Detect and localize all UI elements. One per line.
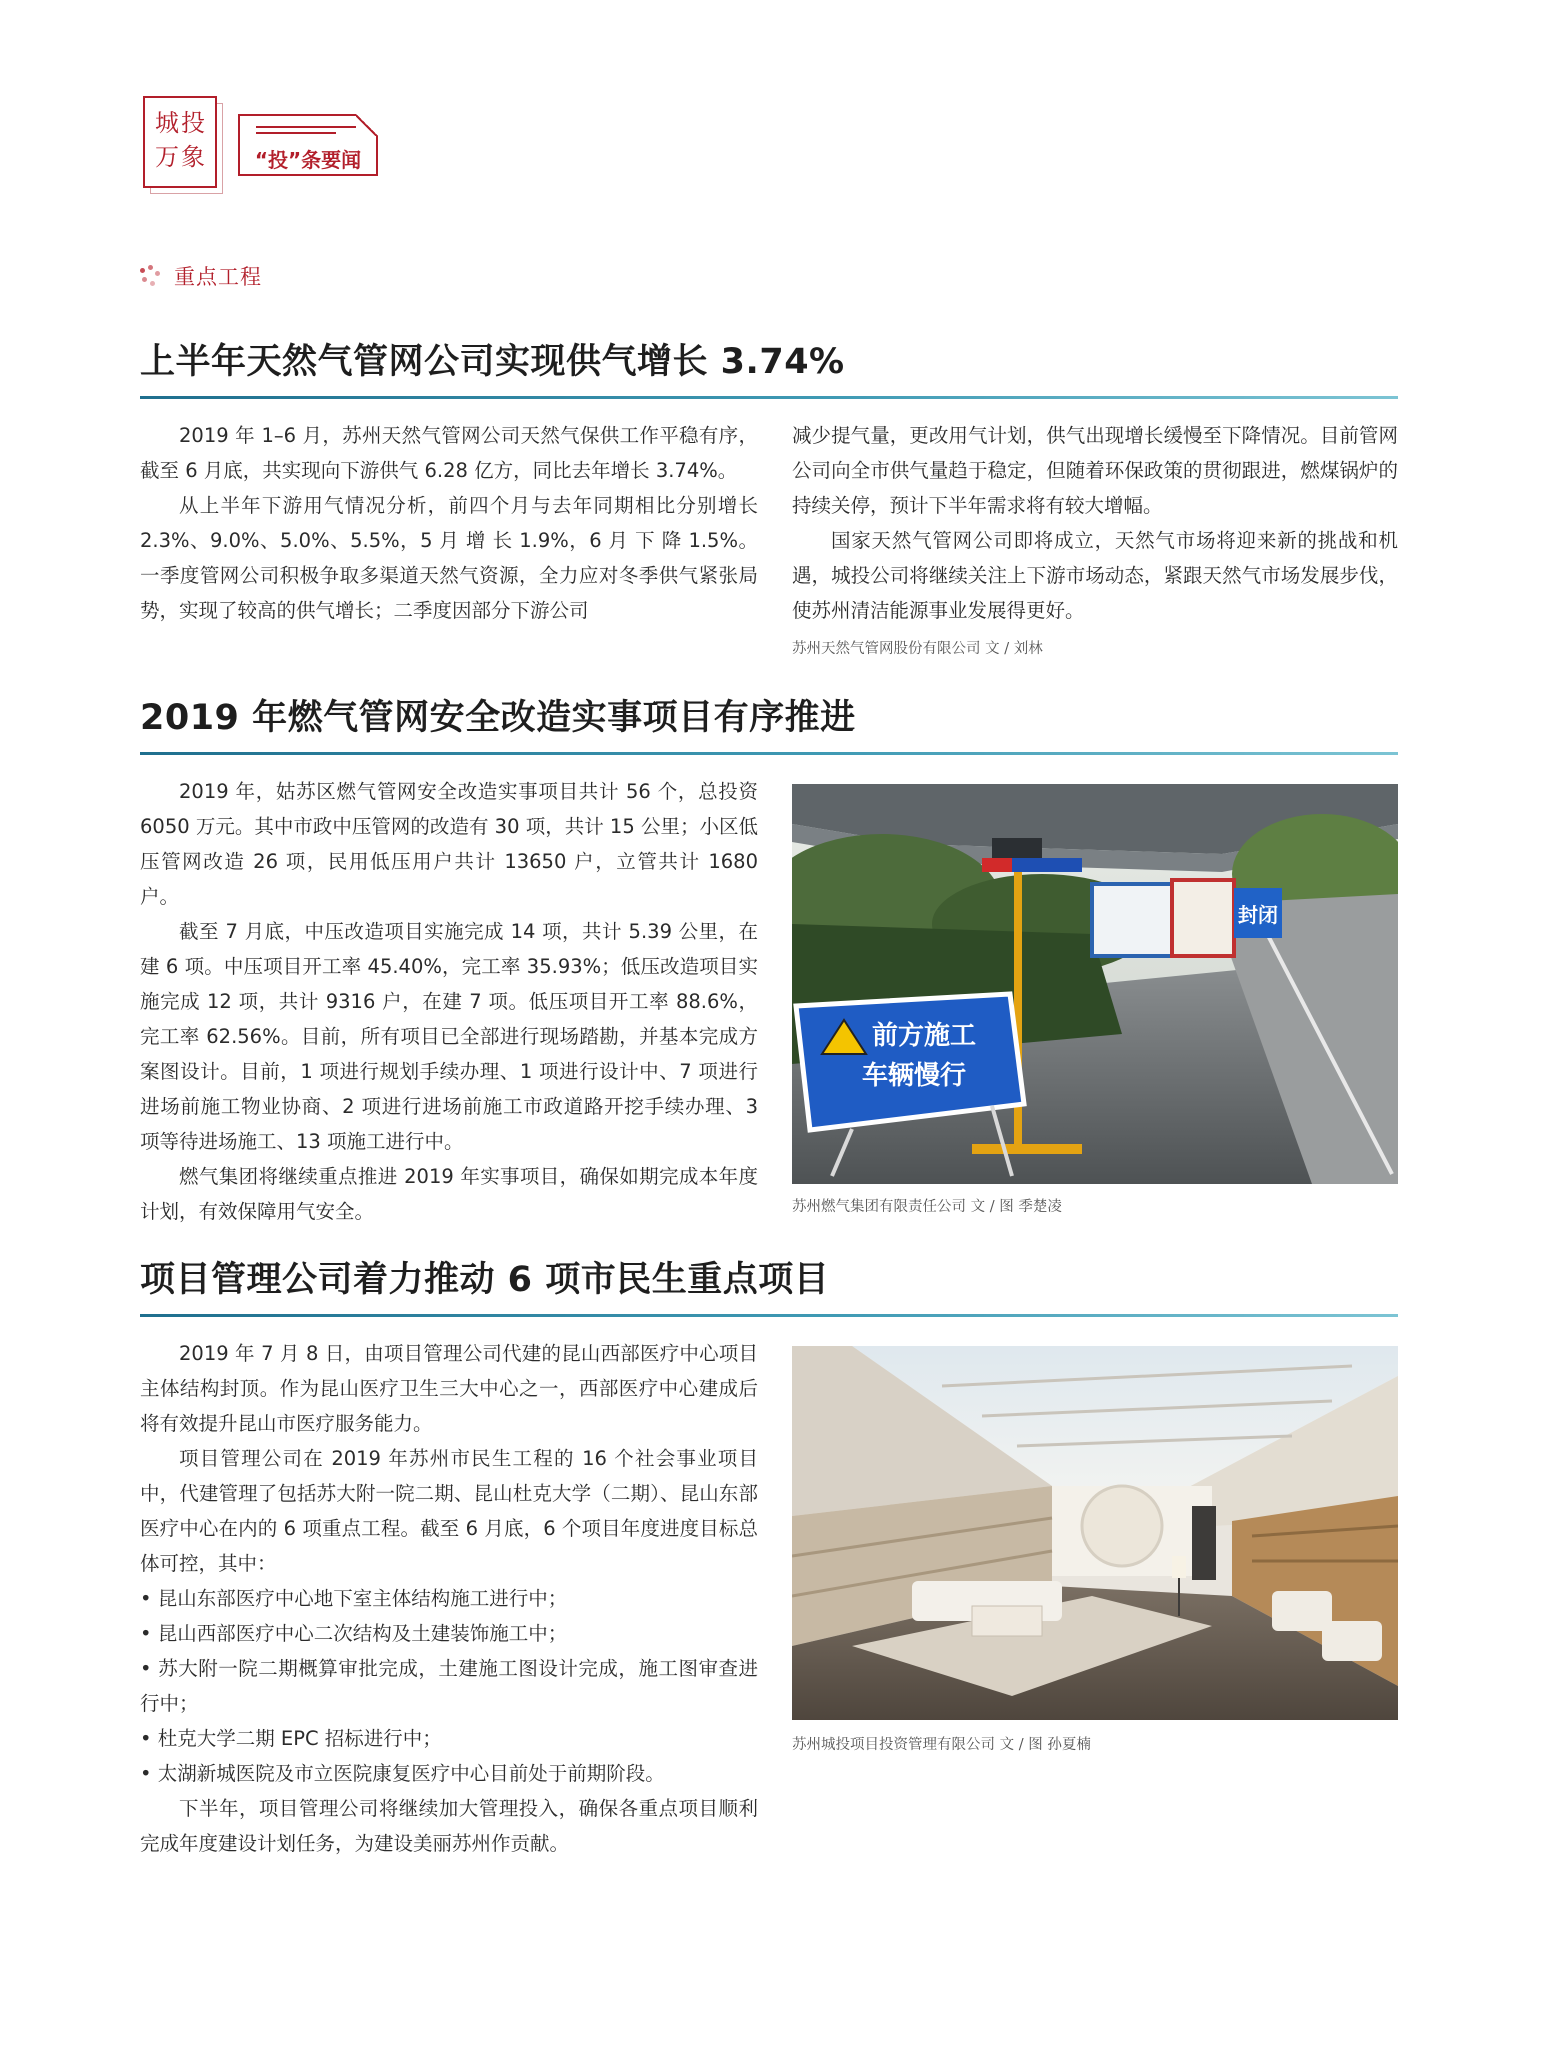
interior-lounge-image: [792, 1346, 1398, 1720]
article3-bullet: • 太湖新城医院及市立医院康复医疗中心目前处于前期阶段。: [140, 1756, 758, 1791]
article3-title: 项目管理公司着力推动 6 项市民生重点项目: [140, 1260, 830, 1300]
tag-fold-decoration: [356, 114, 378, 136]
article3-bullet: • 昆山东部医疗中心地下室主体结构施工进行中；: [140, 1581, 758, 1616]
article1-left-column: [140, 418, 758, 628]
article1-title: 上半年天然气管网公司实现供气增长 3.74%: [140, 342, 845, 382]
article1-paragraph: 国家天然气管网公司即将成立，天然气市场将迎来新的挑战和机遇，城投公司将继续关注上下游市场动态，紧跟天然气市场发展步伐，使苏州清洁能源事业发展得更好。: [792, 529, 1398, 622]
article3-paragraph: 项目管理公司在 2019 年苏州市民生工程的 16 个社会事业项目中，代建管理了包括苏大附一院二期、昆山杜克大学（二期）、昆山东部医疗中心在内的 6 项重点工程。截至 6 月底，6 个项目年度进度目标总体可控，其中：: [140, 1447, 758, 1575]
article3-bullet: • 杜克大学二期 EPC 招标进行中；: [140, 1721, 758, 1756]
article2-credit: 苏州燃气集团有限责任公司 文 / 图 季楚凌: [792, 1199, 1062, 1215]
section-title: 重点工程: [174, 265, 262, 289]
article1-paragraph: 2019 年 1–6 月，苏州天然气管网公司天然气保供工作平稳有序，截至 6 月底，共实现向下游供气 6.28 亿方，同比去年增长 3.74%。: [140, 424, 758, 482]
column-tag-label: “投”条要闻: [254, 148, 362, 172]
construction-scene-image: [792, 784, 1398, 1184]
article2-paragraph: 2019 年，姑苏区燃气管网安全改造实事项目共计 56 个，总投资 6050 万元。其中市政中压管网的改造有 30 项，共计 15 公里；小区低压管网改造 26 项，民用低压用户共计 13650 户，立管共计 1680 户。: [140, 780, 758, 908]
article2-title: 2019 年燃气管网安全改造实事项目有序推进: [140, 698, 856, 738]
article3-paragraph: 2019 年 7 月 8 日，由项目管理公司代建的昆山西部医疗中心项目主体结构封顶。作为昆山医疗卫生三大中心之一，西部医疗中心建成后将有效提升昆山市医疗服务能力。: [140, 1342, 758, 1435]
photo-sign-line1: 前方施工: [872, 1021, 977, 1051]
article2-text-column: [140, 774, 758, 1229]
magazine-logo: [143, 96, 217, 188]
section-label: [140, 262, 262, 290]
photo-sign-side: 封闭: [1238, 903, 1278, 927]
tag-lines-decoration: [256, 126, 356, 140]
article1-credit: 苏州天然气管网股份有限公司 文 / 刘林: [792, 641, 1043, 657]
logo-seal-icon: 城投万象: [155, 109, 207, 171]
article3-bullet: • 苏大附一院二期概算审批完成，土建施工图设计完成，施工图审查进行中；: [140, 1651, 758, 1721]
article2-paragraph: 燃气集团将继续重点推进 2019 年实事项目，确保如期完成本年度计划，有效保障用气安全。: [140, 1165, 758, 1223]
article1-rule: [140, 396, 1398, 399]
article3-rule: [140, 1314, 1398, 1317]
article1-paragraph: 从上半年下游用气情况分析，前四个月与去年同期相比分别增长 2.3%、9.0%、5.0%、5.5%，5 月 增 长 1.9%，6 月 下 降 1.5%。一季度管网公司积极争取多渠道天然气资源，全力应对冬季供气紧张局势，实现了较高的供气增长；二季度因部分下游公司: [140, 494, 758, 622]
article3-bullet: • 昆山西部医疗中心二次结构及土建装饰施工中；: [140, 1616, 758, 1651]
article3-closing: 下半年，项目管理公司将继续加大管理投入，确保各重点项目顺利完成年度建设计划任务，为建设美丽苏州作贡献。: [140, 1797, 758, 1855]
column-tag: [238, 114, 378, 176]
article2-paragraph: 截至 7 月底，中压改造项目实施完成 14 项，共计 5.39 公里，在建 6 项。中压项目开工率 45.40%，完工率 35.93%；低压改造项目实施完成 12 项，共计 9316 户，在建 7 项。低压项目开工率 88.6%，完工率 62.56%。目前，所有项目已全部进行现场踏勘，并基本完成方案图设计。目前，1 项进行规划手续办理、1 项进行设计中、7 项进行进场前施工物业协商、2 项进行进场前施工市政道路开挖手续办理、3 项等待进场施工、13 项施工进行中。: [140, 920, 758, 1153]
article1-paragraph: 减少提气量，更改用气计划，供气出现增长缓慢至下降情况。目前管网公司向全市供气量趋于稳定，但随着环保政策的贯彻跟进，燃煤锅炉的持续关停，预计下半年需求将有较大增幅。: [792, 424, 1398, 517]
article3-text-column: [140, 1336, 758, 1861]
section-dots-icon: [140, 265, 162, 287]
interior-photo: [792, 1346, 1398, 1720]
article3-credit: 苏州城投项目投资管理有限公司 文 / 图 孙夏楠: [792, 1737, 1091, 1753]
construction-photo: [792, 784, 1398, 1184]
photo-sign-line2: 车辆慢行: [862, 1061, 967, 1091]
article1-right-column: [792, 418, 1398, 628]
article2-rule: [140, 752, 1398, 755]
